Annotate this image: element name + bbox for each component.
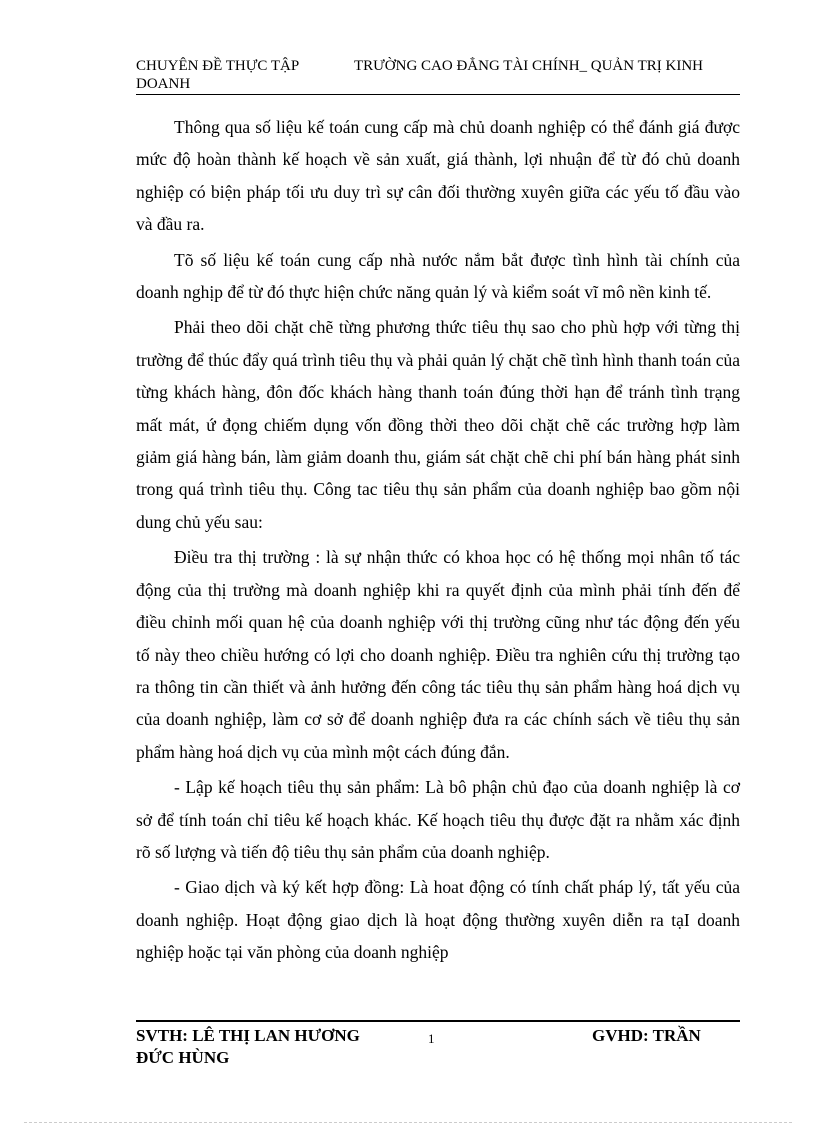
footer-advisor-name: GVHD: TRẦN [592, 1026, 701, 1045]
footer-student-name: SVTH: LÊ THỊ LAN HƯƠNG [136, 1026, 360, 1045]
page-header [136, 57, 740, 95]
header-school-name: TRƯỜNG CAO ĐẲNG TÀI CHÍNH_ QUẢN TRỊ KINH [354, 58, 703, 74]
paragraph: Tõ số liệu kế toán cung cấp nhà nước nắm bắt được tình hình tài chính của doanh nghịp để từ đó thực hiện chức năng quản lý và kiểm soát vĩ mô nền kinh tế. [136, 249, 740, 303]
header-continuation: DOANH [136, 76, 191, 92]
page-number: 1 [428, 1031, 435, 1046]
paragraph: - Giao dịch và ký kết hợp đồng: Là hoat động có tính chất pháp lý, tất yếu của doanh nghiệp. Hoạt động giao dịch là hoạt động thường xuyên diễn ra tạI doanh nghiệp hoặc tại văn phòng của doanh nghiệp [136, 877, 740, 963]
paragraph: Điều tra thị trường : là sự nhận thức có khoa học có hệ thống mọi nhân tố tác động của thị trường mà doanh nghiệp khi ra quyết định của mình phải tính đến để điều chỉnh mối quan hệ của doanh nghiệp với thị trường cũng như tác động đến yếu tố này theo chiều hướng có lợi cho doanh nghiệp. Điều tra nghiên cứu thị trường tạo ra thông tin cần thiết và ảnh hưởng đến công tác tiêu thụ sản phẩm hàng hoá dịch vụ của doanh nghiệp, làm cơ sở để doanh nghiệp đưa ra các chính sách về tiêu thụ sản phẩm hàng hoá dịch vụ của mình một cách đúng đắn. [136, 547, 740, 762]
page-footer [136, 1020, 740, 1069]
paragraph: Phải theo dõi chặt chẽ từng phương thức tiêu thụ sao cho phù hợp với từng thị trường để thúc đẩy quá trình tiêu thụ và phải quản lý chặt chẽ tình hình thanh toán của từng khách hàng, đôn đốc khách hàng thanh toán đúng thời hạn để tránh tình trạng mất mát, ứ đọng chiếm dụng vốn đồng thời theo dõi chặt chẽ các trường hợp làm giảm giá hàng bán, làm giảm doanh thu, giám sát chặt chẽ chi phí bán hàng phát sinh trong quá trình tiêu thụ. Công tac tiêu thụ sản phẩm của doanh nghiệp bao gồm nội dung chủ yếu sau: [136, 317, 740, 532]
footer-continuation: ĐỨC HÙNG [136, 1048, 230, 1067]
paragraph: - Lập kế hoạch tiêu thụ sản phẩm: Là bô phận chủ đạo của doanh nghiệp là cơ sở để tính toán chỉ tiêu kế hoạch khác. Kế hoạch tiêu thụ được đặt ra nhằm xác định rõ số lượng và tiến độ tiêu thụ sản phẩm của doanh nghiệp. [136, 777, 740, 862]
paragraph: Thông qua số liệu kế toán cung cấp mà chủ doanh nghiệp có thể đánh giá được mức độ hoàn thành kế hoạch về sản xuất, giá thành, lợi nhuận để từ đó chủ doanh nghiệp có biện pháp tối ưu duy trì sự cân đối thường xuyên giữa các yếu tố đầu vào và đầu ra. [136, 117, 740, 235]
document-body [136, 111, 740, 972]
header-report-title: CHUYÊN ĐỀ THỰC TẬP [136, 58, 300, 74]
